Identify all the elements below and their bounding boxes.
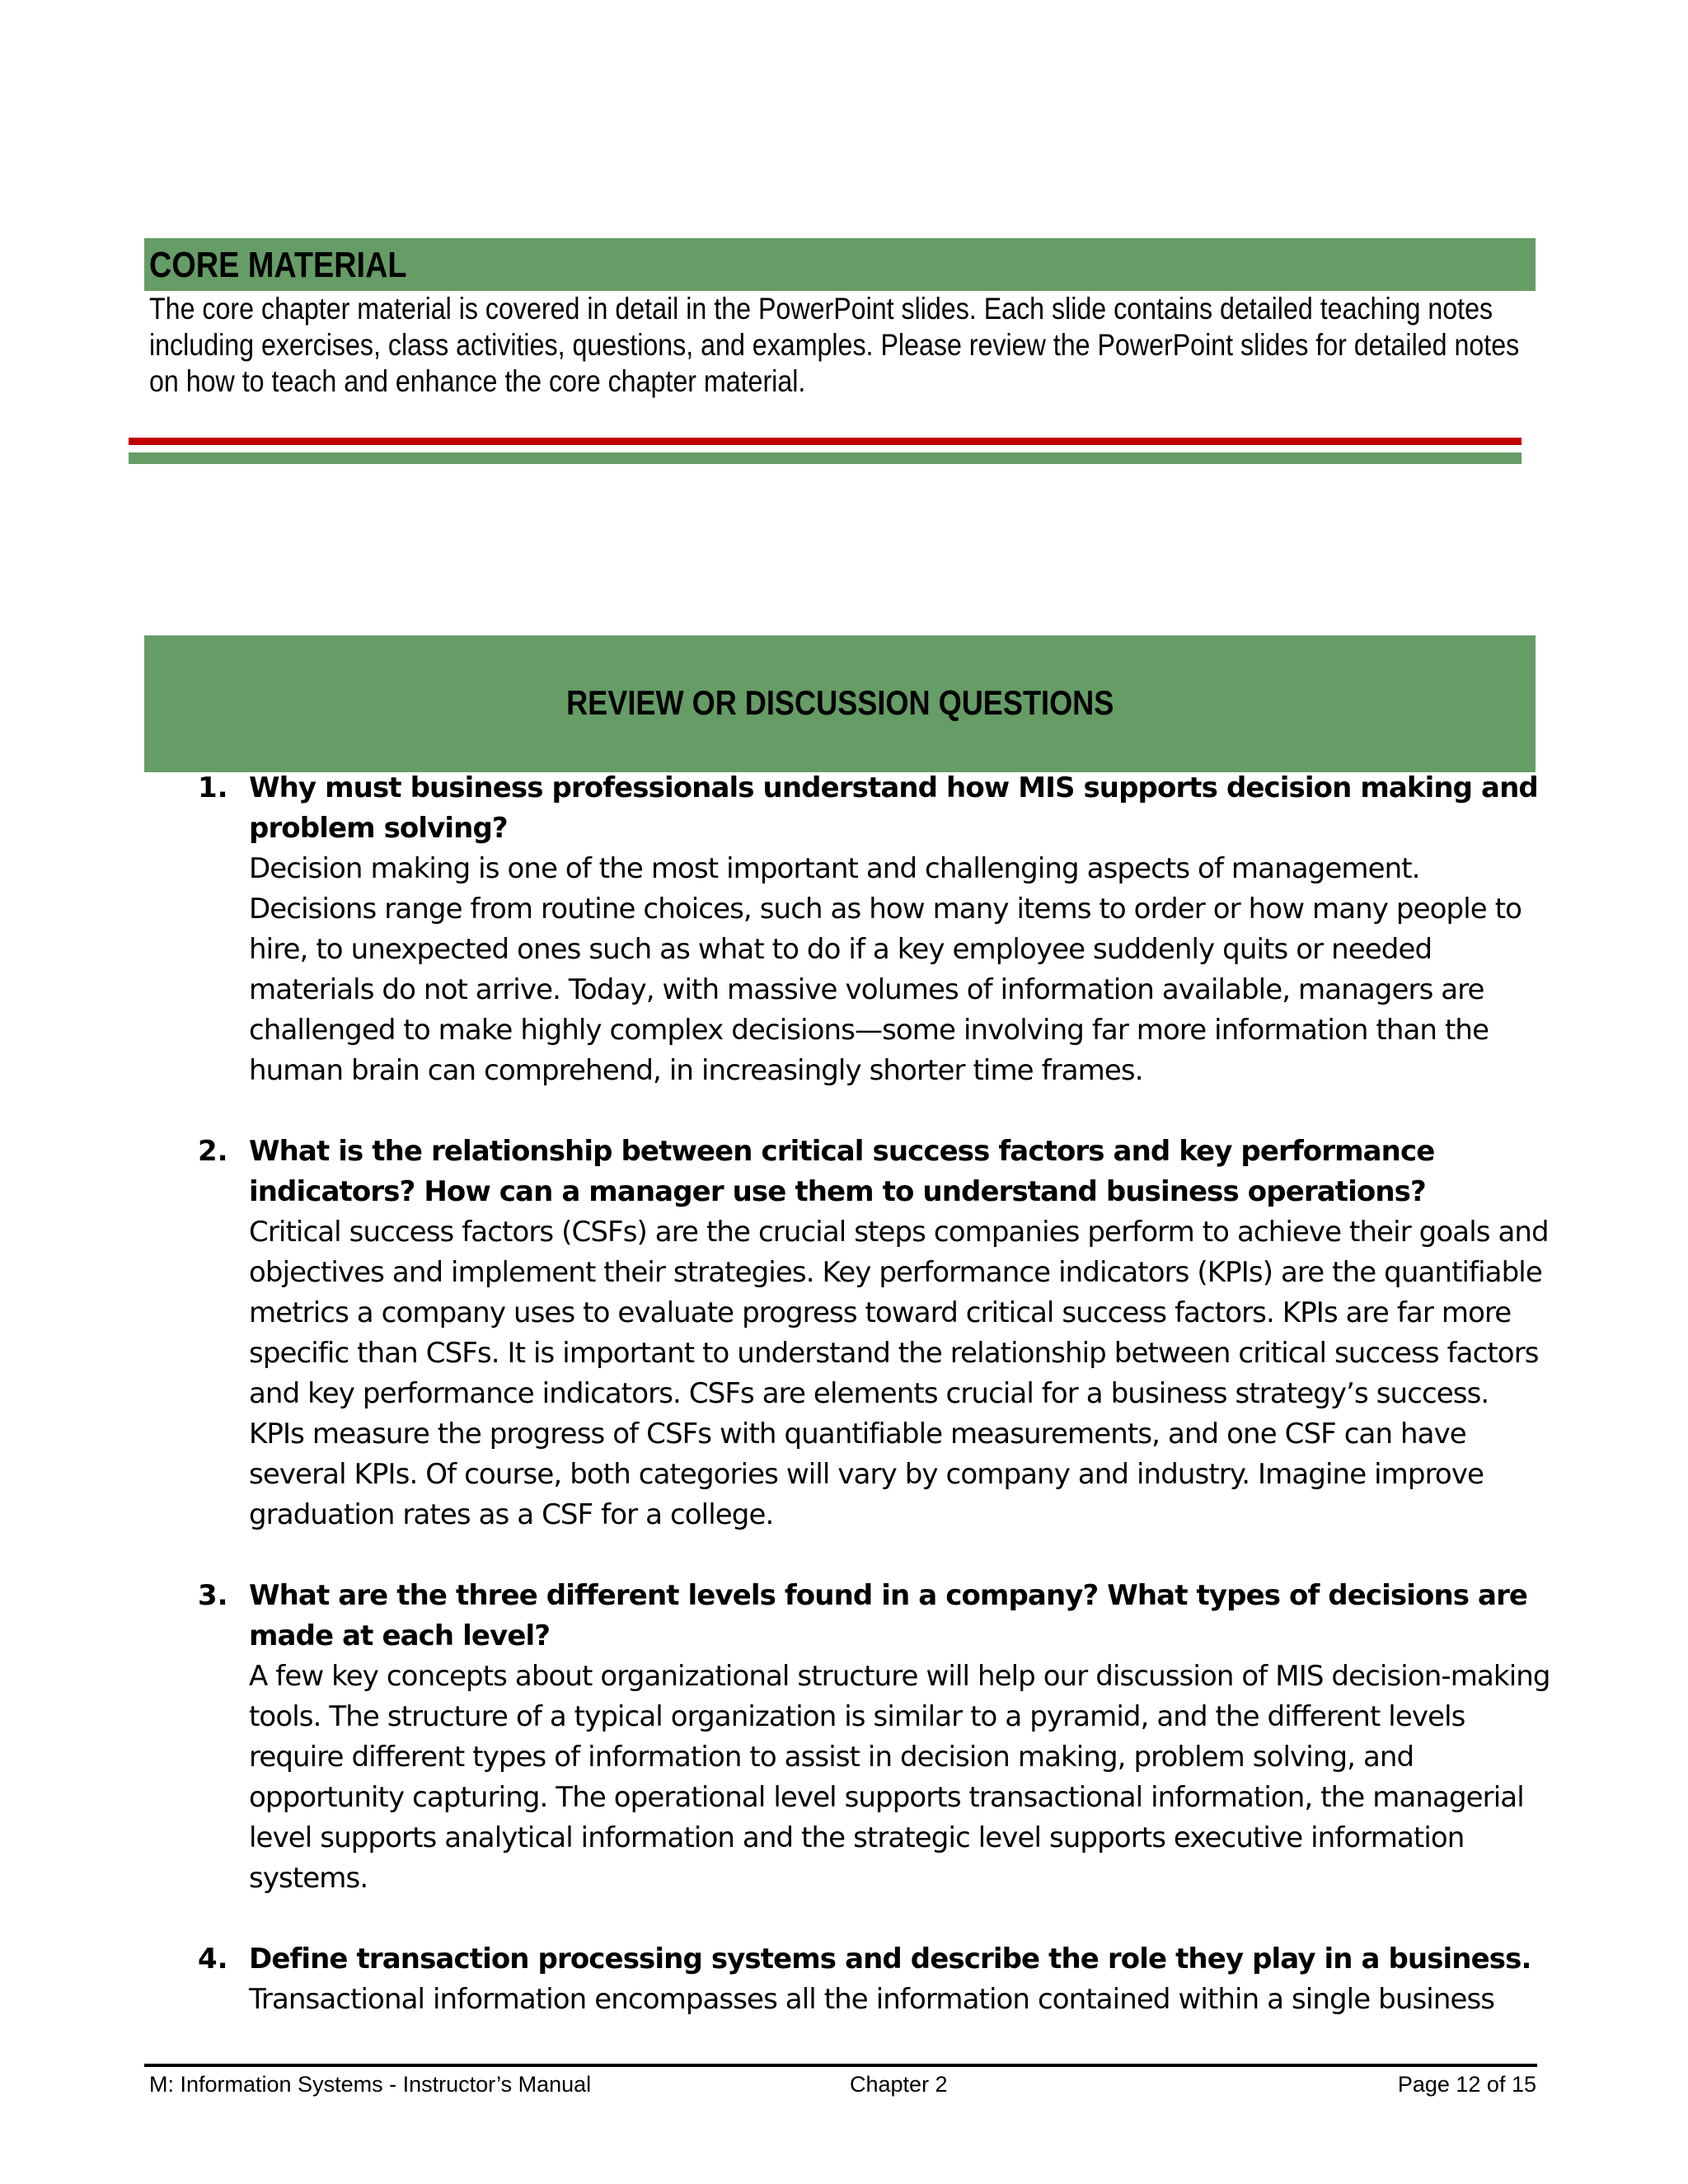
question-text: Define transaction processing systems and describe the role they play in a business. bbox=[249, 1943, 1531, 1975]
footer-rule bbox=[144, 2064, 1537, 2067]
question-body bbox=[249, 1576, 1551, 1899]
question-number: 4. bbox=[198, 1943, 228, 1975]
question-text: What is the relationship between critical success factors and key performance indicators? How can a manager use them to understand business operations? bbox=[249, 1135, 1435, 1208]
answer-text: A few key concepts about organizational structure will help our discussion of MIS decision-making tools. The structure of a typical organization is similar to a pyramid, and the different levels require different types of information to assist in decision making, problem solving, and opportunity capturing. The operational level supports transactional information, the managerial level supports analytical information and the strategic level supports executive information systems. bbox=[249, 1660, 1550, 1895]
footer-manual-title: M: Information Systems - Instructor’s Manual bbox=[149, 2072, 592, 2097]
divider-red-rule bbox=[129, 438, 1522, 445]
question-number: 3. bbox=[198, 1579, 228, 1612]
core-material-text: The core chapter material is covered in detail in the PowerPoint slides. Each slide contains detailed teaching notes including exercises, class activities, questions, and examples. Please review the PowerPoint slides for detailed notes on how to teach and enhance the core chapter material. bbox=[149, 292, 1520, 398]
question-body bbox=[249, 1132, 1551, 1535]
divider-green-rule bbox=[129, 452, 1522, 464]
question-number: 1. bbox=[198, 771, 228, 804]
review-questions-title bbox=[144, 682, 1536, 724]
answer-text: Transactional information encompasses all the information contained within a single business bbox=[249, 1983, 1495, 2016]
footer-chapter: Chapter 2 bbox=[850, 2072, 948, 2097]
question-body bbox=[249, 1939, 1551, 2020]
footer-page-number: Page 12 of 15 bbox=[1397, 2072, 1536, 2097]
answer-text: Decision making is one of the most important and challenging aspects of management. Decisions range from routine choices, such as how many items to order or how many people to hire, to unexpected ones such as what to do if a key employee suddenly quits or needed materials do not arrive. Today, with massive volumes of information available, managers are challenged to make highly complex decisions—some involving far more information than the human brain can comprehend, in increasingly shorter time frames. bbox=[249, 852, 1522, 1087]
question-number: 2. bbox=[198, 1135, 228, 1168]
question-text: Why must business professionals understand how MIS supports decision making and problem solving? bbox=[249, 771, 1538, 845]
answer-text: Critical success factors (CSFs) are the crucial steps companies perform to achieve their goals and objectives and implement their strategies. Key performance indicators (KPIs) are the quantifiable metrics a company uses to evaluate progress toward critical success factors. KPIs are far more specific than CSFs. It is important to understand the relationship between critical success factors and key performance indicators. CSFs are elements crucial for a business strategy’s success. KPIs measure the progress of CSFs with quantifiable measurements, and one CSF can have several KPIs. Of course, both categories will vary by company and industry. Imagine improve graduation rates as a CSF for a college. bbox=[249, 1216, 1549, 1531]
question-body bbox=[249, 768, 1551, 1091]
core-material-title: CORE MATERIAL bbox=[149, 245, 407, 285]
question-text: What are the three different levels found in a company? What types of decisions are made at each level? bbox=[249, 1579, 1528, 1652]
review-questions-title-text: REVIEW OR DISCUSSION QUESTIONS bbox=[565, 683, 1114, 722]
